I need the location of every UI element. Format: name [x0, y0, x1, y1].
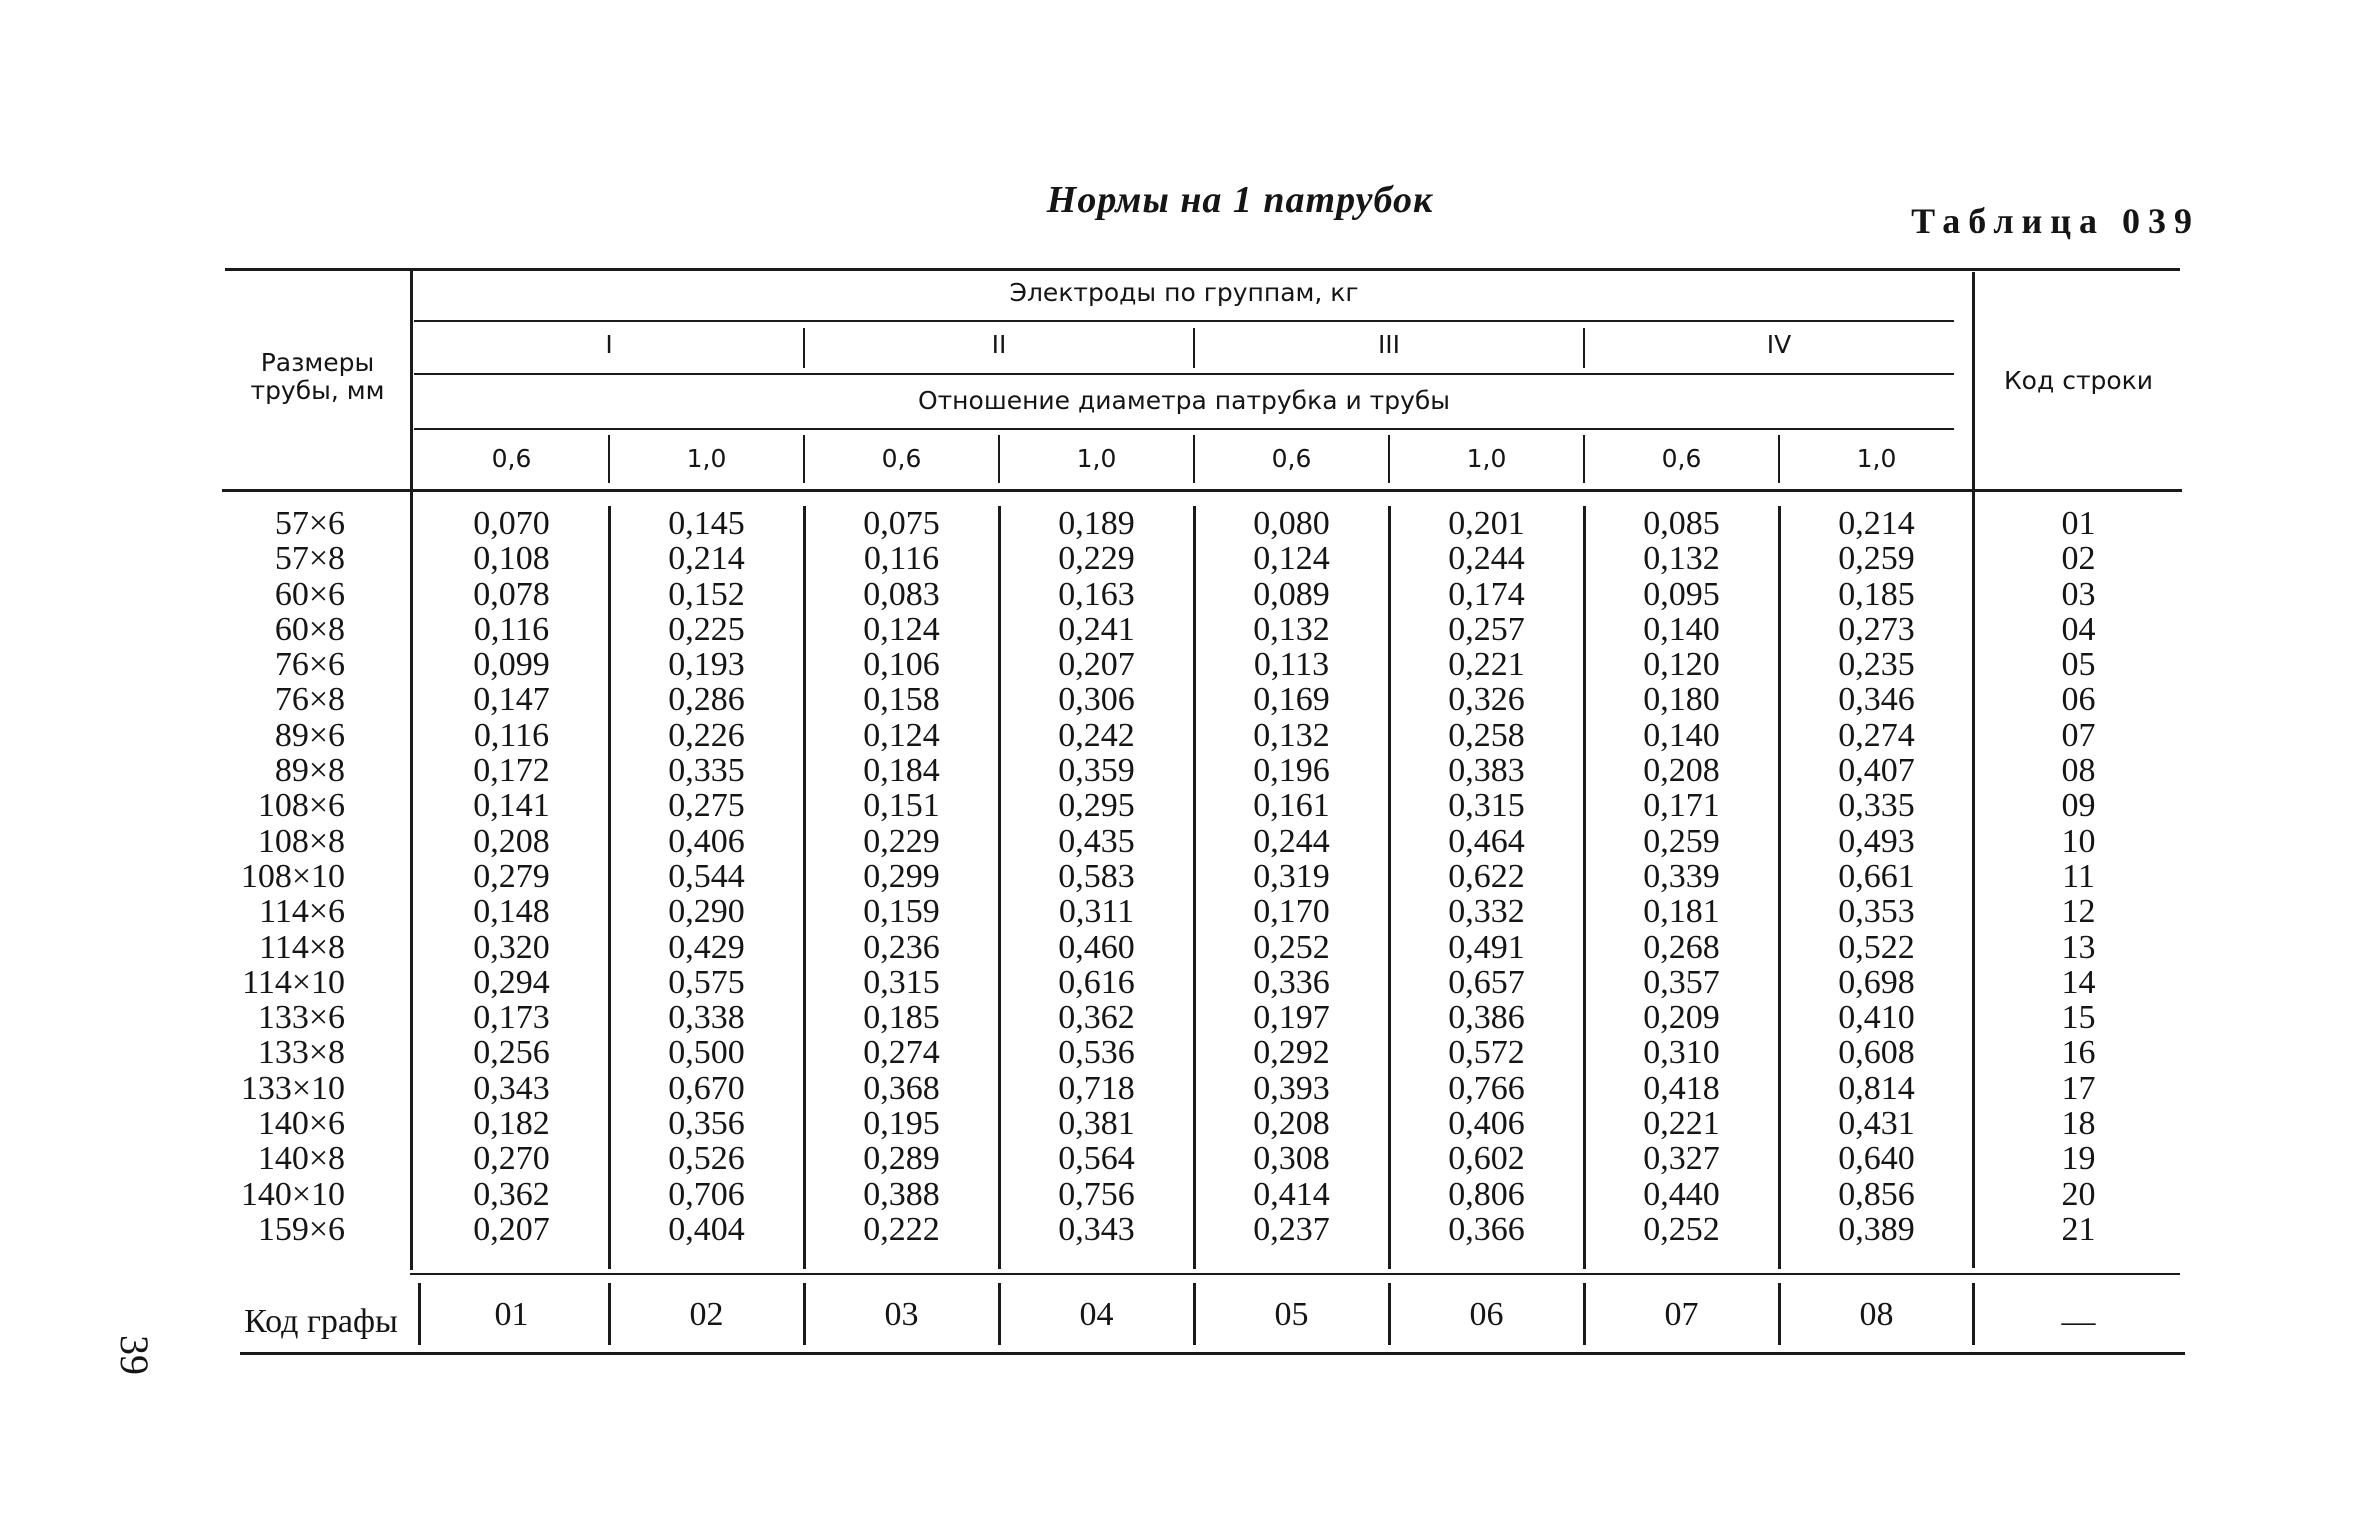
column-code-5: 05 [1274, 1296, 1309, 1333]
ratio-header-4: 1,0 [1076, 444, 1117, 473]
group-header-2: II [991, 330, 1007, 359]
pipe-size-header-line-1: Размеры [260, 348, 375, 377]
row-code-dash: — [2061, 1303, 2096, 1340]
table-title: Нормы на 1 патрубок [1046, 179, 1434, 221]
group-header-4: IV [1766, 330, 1792, 359]
value-column-1: 0,070 0,108 0,078 0,116 0,099 0,147 0,116 0,172 0,141 0,208 0,279 0,148 0,320 0,294 0,173 0,256 0,343 0,182 0,270 0,362 0,207 [473, 505, 550, 1248]
value-column-7: 0,085 0,132 0,095 0,140 0,120 0,180 0,140 0,208 0,171 0,259 0,339 0,181 0,268 0,357 0,209 0,310 0,418 0,221 0,327 0,440 0,252 [1643, 505, 1720, 1248]
ratio-header-2: 1,0 [686, 444, 727, 473]
top-rule [225, 268, 2180, 271]
ratio-header-8: 1,0 [1856, 444, 1897, 473]
column-code-4: 04 [1079, 1296, 1114, 1333]
column-code-3: 03 [884, 1296, 919, 1333]
column-code-1: 01 [494, 1296, 529, 1333]
value-column-6: 0,201 0,244 0,174 0,257 0,221 0,326 0,258 0,383 0,315 0,464 0,622 0,332 0,491 0,657 0,386 0,572 0,766 0,406 0,602 0,806 0,366 [1448, 505, 1525, 1248]
column-code-label: Код графы [244, 1303, 398, 1340]
value-column-5: 0,080 0,124 0,089 0,132 0,113 0,169 0,132 0,196 0,161 0,244 0,319 0,170 0,252 0,336 0,197 0,292 0,393 0,208 0,308 0,414 0,237 [1253, 505, 1330, 1248]
ratio-header-6: 1,0 [1466, 444, 1507, 473]
electrodes-underline [414, 320, 1954, 322]
pipe-size-header-line-2: трубы, мм [250, 376, 385, 405]
page-number: 39 [112, 1335, 157, 1375]
ratio-underline [414, 428, 1954, 430]
value-column-2: 0,145 0,214 0,152 0,225 0,193 0,286 0,226 0,335 0,275 0,406 0,544 0,290 0,429 0,575 0,338 0,500 0,670 0,356 0,526 0,706 0,404 [668, 505, 745, 1248]
bottom-rule [240, 1352, 2185, 1355]
group-header-3: III [1377, 330, 1401, 359]
ratio-header-1: 0,6 [491, 444, 532, 473]
size-column-divider [410, 270, 413, 1270]
group-header-1: I [605, 330, 613, 359]
value-column-3: 0,075 0,116 0,083 0,124 0,106 0,158 0,124 0,184 0,151 0,229 0,299 0,159 0,236 0,315 0,185 0,274 0,368 0,195 0,289 0,388 0,222 [863, 505, 940, 1248]
column-code-7: 07 [1664, 1296, 1699, 1333]
electrodes-header: Электроды по группам, кг [1009, 278, 1359, 307]
table-label: Таблица 039 [1911, 201, 2200, 241]
ratio-header-7: 0,6 [1661, 444, 1702, 473]
header-bottom-rule [222, 489, 2182, 492]
value-column-8: 0,214 0,259 0,185 0,273 0,235 0,346 0,274 0,407 0,335 0,493 0,661 0,353 0,522 0,698 0,410 0,608 0,814 0,431 0,640 0,856 0,389 [1838, 505, 1915, 1248]
value-column-4: 0,189 0,229 0,163 0,241 0,207 0,306 0,242 0,359 0,295 0,435 0,583 0,311 0,460 0,616 0,362 0,536 0,718 0,381 0,564 0,756 0,343 [1058, 505, 1135, 1248]
ratio-header-3: 0,6 [881, 444, 922, 473]
column-code-8: 08 [1859, 1296, 1894, 1333]
row-code-header: Код строки [2003, 366, 2154, 395]
ratio-header: Отношение диаметра патрубка и трубы [917, 386, 1451, 415]
ratio-header-5: 0,6 [1271, 444, 1312, 473]
pipe-size-column: 57×6 57×8 60×6 60×8 76×6 76×8 89×6 89×8 108×6 108×8 108×10 114×6 114×8 114×10 133×6 133×8 133×10 140×6 140×8 140×10 159×6 [240, 505, 345, 1248]
groups-underline [414, 373, 1954, 375]
column-code-6: 06 [1469, 1296, 1504, 1333]
column-code-2: 02 [689, 1296, 724, 1333]
footer-top-rule [410, 1273, 2180, 1275]
row-code-column: 01 02 03 04 05 06 07 08 09 10 11 12 13 14 15 16 17 18 19 20 21 [2061, 505, 2096, 1248]
